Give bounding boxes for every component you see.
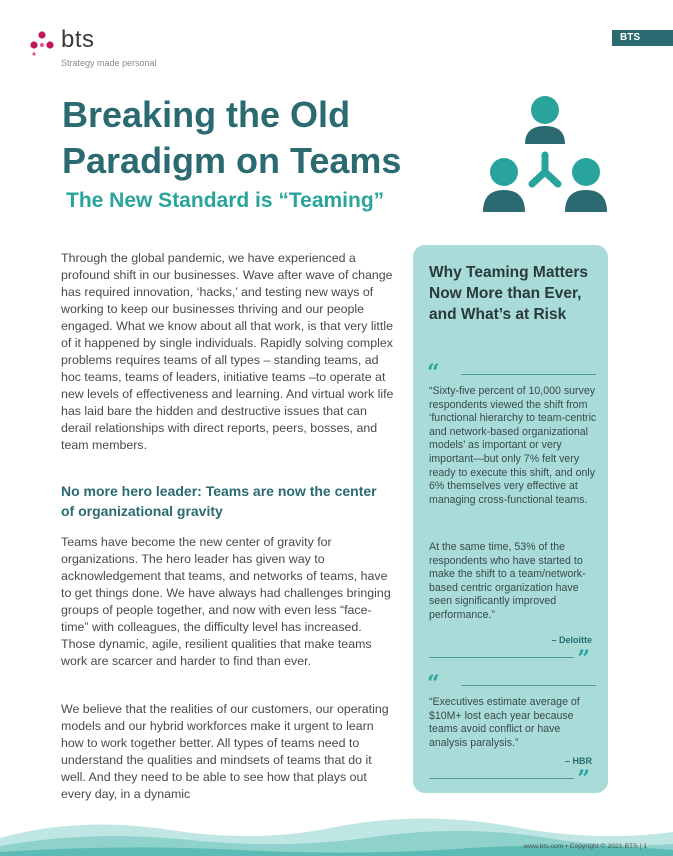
logo-dots-icon [28, 30, 58, 56]
divider [461, 374, 596, 375]
page-title [62, 92, 462, 184]
footer-copyright: www.bts.com • Copyright © 2021 BTS | 1 [523, 843, 647, 850]
open-quote-icon: “ [427, 360, 440, 386]
team-network-icon [480, 92, 610, 214]
bts-badge: BTS [612, 30, 673, 46]
logo-tagline: Strategy made personal [61, 58, 157, 68]
deloitte-source: – Deloitte [551, 635, 592, 645]
hbr-source: – HBR [564, 756, 592, 766]
section-heading: No more hero leader: Teams are now the center of organizational gravity [61, 483, 377, 519]
deloitte-quote-part2: At the same time, 53% of the respondents who have started to make the shift to a team/network-based centric organization have seen significantly improved performance.” [429, 541, 586, 621]
title-line-1: Breaking the Old [62, 94, 351, 135]
hbr-quote: “Executives estimate average of $10M+ lost each year because teams avoid conflict or have analysis paralysis.” [429, 696, 580, 749]
open-quote-icon: “ [427, 671, 440, 697]
close-quote-icon: ” [577, 766, 590, 792]
divider [461, 685, 596, 686]
close-quote-icon: ” [577, 646, 590, 672]
page-subtitle: The New Standard is “Teaming” [66, 189, 385, 212]
title-line-2: Paradigm on Teams [62, 140, 402, 181]
divider [429, 657, 574, 658]
intro-paragraph: Through the global pandemic, we have experienced a profound shift in our businesses. Wave after wave of change has required innovation, ‘hacks,’ and testing new ways of working to keep our businesses thriving and our people engaged. What we know about all that work, is that very little of it happened by single individuals. Rapidly solving complex problems requires teams of all types – standing teams, ad hoc teams, teams of leaders, initiative teams –to operate at new levels of effectiveness and learning. And virtual work life has laid bare the hidden and destructive issues that can derail relationships with direct reports, peers, bosses, and team members. [61, 251, 394, 452]
why-teaming-panel [413, 245, 608, 793]
panel-title: Why Teaming Matters Now More than Ever, and What’s at Risk [429, 264, 589, 323]
realities-paragraph: We believe that the realities of our customers, our operating models and our hybrid workforces make it urgent to learn how to work together better. All types of teams need to understand the qualities and mindsets of teams that do it well. And they need to be able to see how that plays out every day, in a dynamic [61, 702, 389, 801]
logo-wordmark: bts [61, 26, 95, 53]
teams-gravity-paragraph: Teams have become the new center of gravity for organizations. The hero leader has given way to acknowledgement that teams, and networks of teams, have to get things done. We have always had challenges bringing groups of people together, and now with even less “face-time” with colleagues, the difficulty level has increased. Those dynamic, agile, resilient qualities that make teams work are scarcer and harder to find than ever. [61, 535, 391, 668]
divider [429, 778, 574, 779]
deloitte-quote-part1: “Sixty-five percent of 10,000 survey respondents viewed the shift from ‘functional hierarchy to team-centric and network-based organizational models’ as important or very important—but only 7% felt very ready to execute this shift, and only 6% themselves very effective at managing cross-functional teams. [429, 385, 597, 506]
